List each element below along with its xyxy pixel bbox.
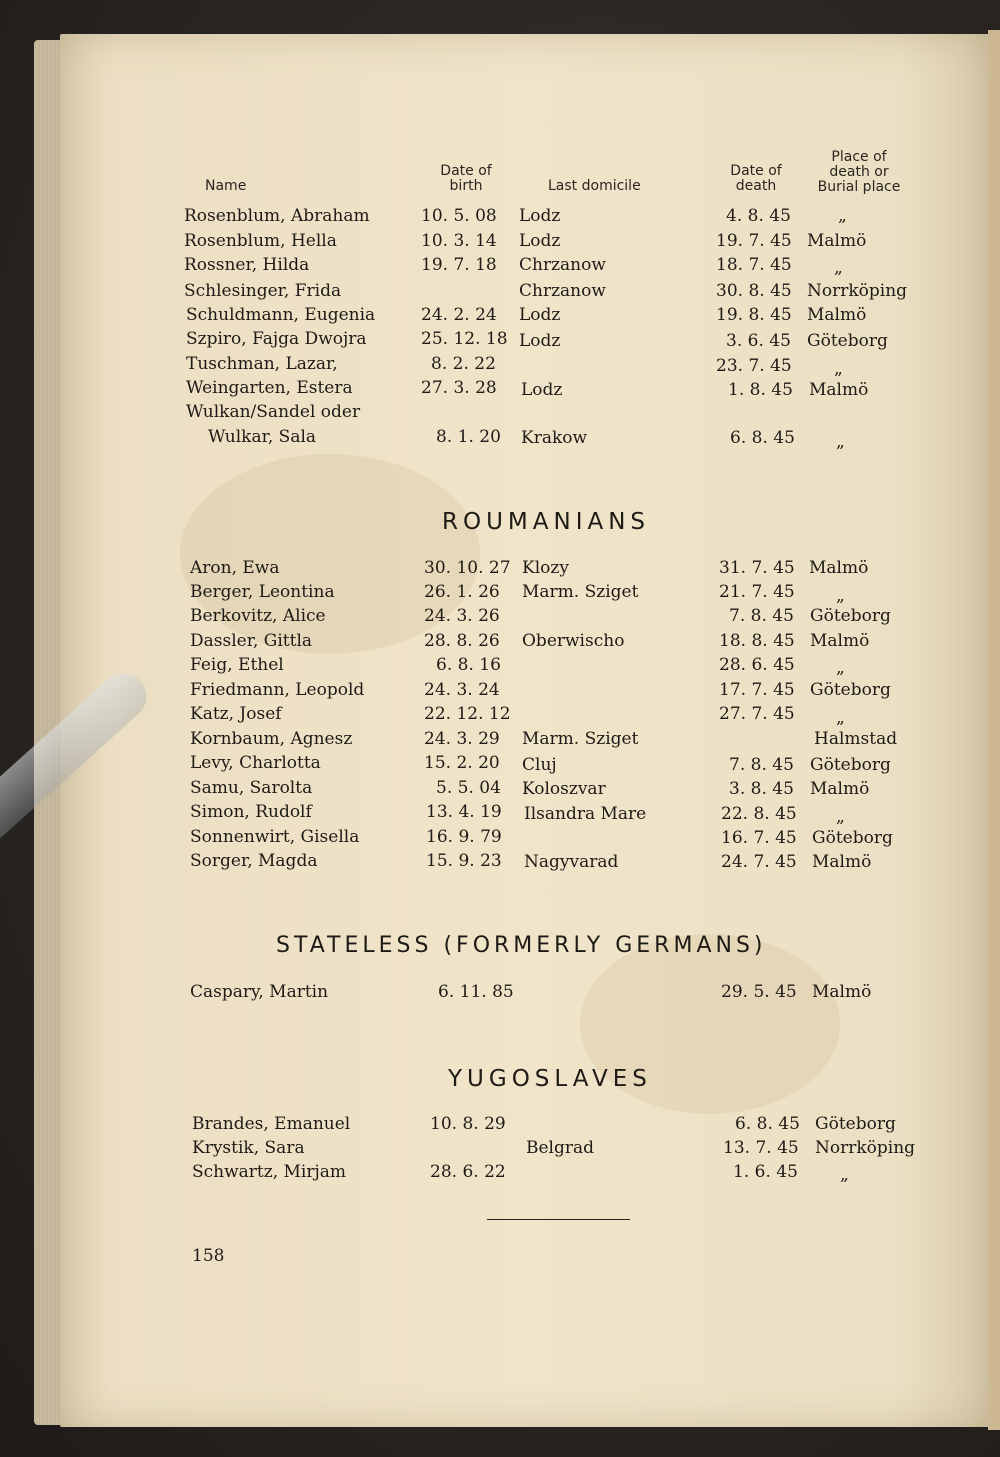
cell-domicile: Lodz xyxy=(519,206,561,226)
cell-birth: 24. 3. 24 xyxy=(424,680,500,700)
cell-death: 17. 7. 45 xyxy=(719,680,795,700)
cell-name: Aron, Ewa xyxy=(190,558,280,578)
section-title: YUGOSLAVES xyxy=(448,1066,652,1092)
cell-place: „ xyxy=(838,206,847,226)
cell-place: Malmö xyxy=(809,558,869,578)
cell-place: Halmstad xyxy=(814,729,898,749)
cell-place: Göteborg xyxy=(810,680,891,700)
cell-place: „ xyxy=(834,359,843,379)
cell-name: Katz, Josef xyxy=(190,704,282,724)
cell-domicile: Klozy xyxy=(522,558,569,578)
cell-death: 19. 8. 45 xyxy=(716,305,792,325)
cell-name: Rosenblum, Hella xyxy=(184,231,337,251)
cell-birth: 19. 7. 18 xyxy=(421,255,497,275)
cell-birth: 24. 3. 26 xyxy=(424,606,500,626)
header-date-of-birth: Date of birth xyxy=(440,163,492,194)
cell-name: Szpiro, Fajga Dwojra xyxy=(186,329,367,349)
cell-domicile: Cluj xyxy=(522,755,557,775)
cell-name: Sorger, Magda xyxy=(190,851,318,871)
cell-birth: 27. 3. 28 xyxy=(421,378,497,398)
section-title: ROUMANIANS xyxy=(442,509,651,535)
cell-death: 6. 8. 45 xyxy=(735,1114,800,1134)
cell-name: Levy, Charlotta xyxy=(190,753,321,773)
cell-place: „ xyxy=(836,807,845,827)
cell-domicile: Koloszvar xyxy=(522,779,606,799)
cell-place: Göteborg xyxy=(812,828,893,848)
cell-birth: 10. 8. 29 xyxy=(430,1114,506,1134)
cell-death: 16. 7. 45 xyxy=(721,828,797,848)
cell-death: 30. 8. 45 xyxy=(716,281,792,301)
cell-name: Schwartz, Mirjam xyxy=(192,1162,347,1182)
cell-name: Wulkan/Sandel oder xyxy=(186,402,361,422)
cell-death: 27. 7. 45 xyxy=(719,704,795,724)
cell-name: Brandes, Emanuel xyxy=(192,1114,351,1134)
cell-birth: 6. 11. 85 xyxy=(438,982,514,1002)
cell-birth: 5. 5. 04 xyxy=(436,778,501,798)
cell-birth: 24. 3. 29 xyxy=(424,729,500,749)
cell-birth: 10. 3. 14 xyxy=(421,231,497,251)
header-date-of-death: Date of death xyxy=(730,163,782,194)
page-number: 158 xyxy=(192,1246,225,1266)
cell-place: Malmö xyxy=(810,779,870,799)
cell-place: Malmö xyxy=(809,380,869,400)
cell-name: Simon, Rudolf xyxy=(190,802,312,822)
cell-name: Weingarten, Estera xyxy=(186,378,353,398)
cell-name: Friedmann, Leopold xyxy=(190,680,365,700)
cell-name: Berger, Leontina xyxy=(190,582,335,602)
cell-death: 21. 7. 45 xyxy=(719,582,795,602)
cell-place: Göteborg xyxy=(810,606,891,626)
cell-place: Malmö xyxy=(812,982,872,1002)
cell-death: 1. 8. 45 xyxy=(728,380,793,400)
cell-birth: 15. 2. 20 xyxy=(424,753,500,773)
cell-name: Schuldmann, Eugenia xyxy=(186,305,376,325)
cell-death: 18. 8. 45 xyxy=(719,631,795,651)
cell-birth: 13. 4. 19 xyxy=(426,802,502,822)
cell-domicile: Oberwischo xyxy=(522,631,625,651)
cell-birth: 26. 1. 26 xyxy=(424,582,500,602)
cell-birth: 8. 2. 22 xyxy=(431,354,496,374)
cell-death: 24. 7. 45 xyxy=(721,852,797,872)
cell-birth: 22. 12. 12 xyxy=(424,704,511,724)
cell-death: 3. 8. 45 xyxy=(729,779,794,799)
cell-domicile: Lodz xyxy=(519,305,561,325)
cell-place: „ xyxy=(840,1165,849,1185)
cell-place: „ xyxy=(836,586,845,606)
section-title: STATELESS (FORMERLY GERMANS) xyxy=(276,933,767,958)
cell-birth: 30. 10. 27 xyxy=(424,558,511,578)
cell-name: Sonnenwirt, Gisella xyxy=(190,827,360,847)
cell-name: Schlesinger, Frida xyxy=(184,281,342,301)
cell-death: 22. 8. 45 xyxy=(721,804,797,824)
cell-domicile: Ilsandra Mare xyxy=(524,804,647,824)
cell-death: 7. 8. 45 xyxy=(729,755,794,775)
cell-place: Göteborg xyxy=(810,755,891,775)
cell-domicile: Nagyvarad xyxy=(524,852,619,872)
header-name: Name xyxy=(205,178,247,194)
cell-name: Berkovitz, Alice xyxy=(190,606,326,626)
cell-name: Samu, Sarolta xyxy=(190,778,313,798)
cell-name: Kornbaum, Agnesz xyxy=(190,729,353,749)
cell-death: 13. 7. 45 xyxy=(723,1138,799,1158)
cell-domicile: Chrzanow xyxy=(519,255,606,275)
cell-birth: 28. 6. 22 xyxy=(430,1162,506,1182)
cell-birth: 28. 8. 26 xyxy=(424,631,500,651)
cell-place: Malmö xyxy=(810,631,870,651)
cell-death: 1. 6. 45 xyxy=(733,1162,798,1182)
cell-place: Norrköping xyxy=(815,1138,916,1158)
cell-place: Malmö xyxy=(812,852,872,872)
cell-name: Wulkar, Sala xyxy=(208,427,317,447)
cell-place: „ xyxy=(836,658,845,678)
cell-place: Göteborg xyxy=(807,331,888,351)
cell-domicile: Lodz xyxy=(519,331,561,351)
cell-death: 7. 8. 45 xyxy=(729,606,794,626)
cell-name: Caspary, Martin xyxy=(190,982,329,1002)
cell-name: Dassler, Gittla xyxy=(190,631,313,651)
closing-rule xyxy=(487,1219,630,1220)
cell-death: 23. 7. 45 xyxy=(716,356,792,376)
header-place-of-death: Place of death or Burial place xyxy=(817,149,901,195)
cell-place: Norrköping xyxy=(807,281,908,301)
cell-death: 19. 7. 45 xyxy=(716,231,792,251)
cell-death: 18. 7. 45 xyxy=(716,255,792,275)
cell-death: 29. 5. 45 xyxy=(721,982,797,1002)
cell-name: Feig, Ethel xyxy=(190,655,284,675)
cell-name: Tuschman, Lazar, xyxy=(186,354,338,374)
cell-domicile: Krakow xyxy=(521,428,588,448)
cell-domicile: Chrzanow xyxy=(519,281,606,301)
cell-death: 28. 6. 45 xyxy=(719,655,795,675)
cell-name: Rosenblum, Abraham xyxy=(184,206,370,226)
cell-death: 31. 7. 45 xyxy=(719,558,795,578)
cell-birth: 8. 1. 20 xyxy=(436,427,501,447)
cell-place: „ xyxy=(834,258,843,278)
cell-domicile: Marm. Sziget xyxy=(522,729,639,749)
cell-birth: 16. 9. 79 xyxy=(426,827,502,847)
cell-place: Göteborg xyxy=(815,1114,896,1134)
cell-place: Malmö xyxy=(807,305,867,325)
cell-birth: 15. 9. 23 xyxy=(426,851,502,871)
cell-domicile: Lodz xyxy=(521,380,563,400)
cell-birth: 24. 2. 24 xyxy=(421,305,497,325)
cell-domicile: Marm. Sziget xyxy=(522,582,639,602)
cell-domicile: Lodz xyxy=(519,231,561,251)
cell-domicile: Belgrad xyxy=(526,1138,595,1158)
cell-birth: 25. 12. 18 xyxy=(421,329,508,349)
cell-birth: 6. 8. 16 xyxy=(436,655,501,675)
cell-name: Rossner, Hilda xyxy=(184,255,310,275)
cell-birth: 10. 5. 08 xyxy=(421,206,497,226)
cell-place: „ xyxy=(836,432,845,452)
cell-place: „ xyxy=(836,708,845,728)
cell-death: 6. 8. 45 xyxy=(730,428,795,448)
header-last-domicile: Last domicile xyxy=(548,178,641,194)
cell-death: 4. 8. 45 xyxy=(726,206,791,226)
cell-place: Malmö xyxy=(807,231,867,251)
cell-death: 3. 6. 45 xyxy=(726,331,791,351)
cell-name: Krystik, Sara xyxy=(192,1138,305,1158)
